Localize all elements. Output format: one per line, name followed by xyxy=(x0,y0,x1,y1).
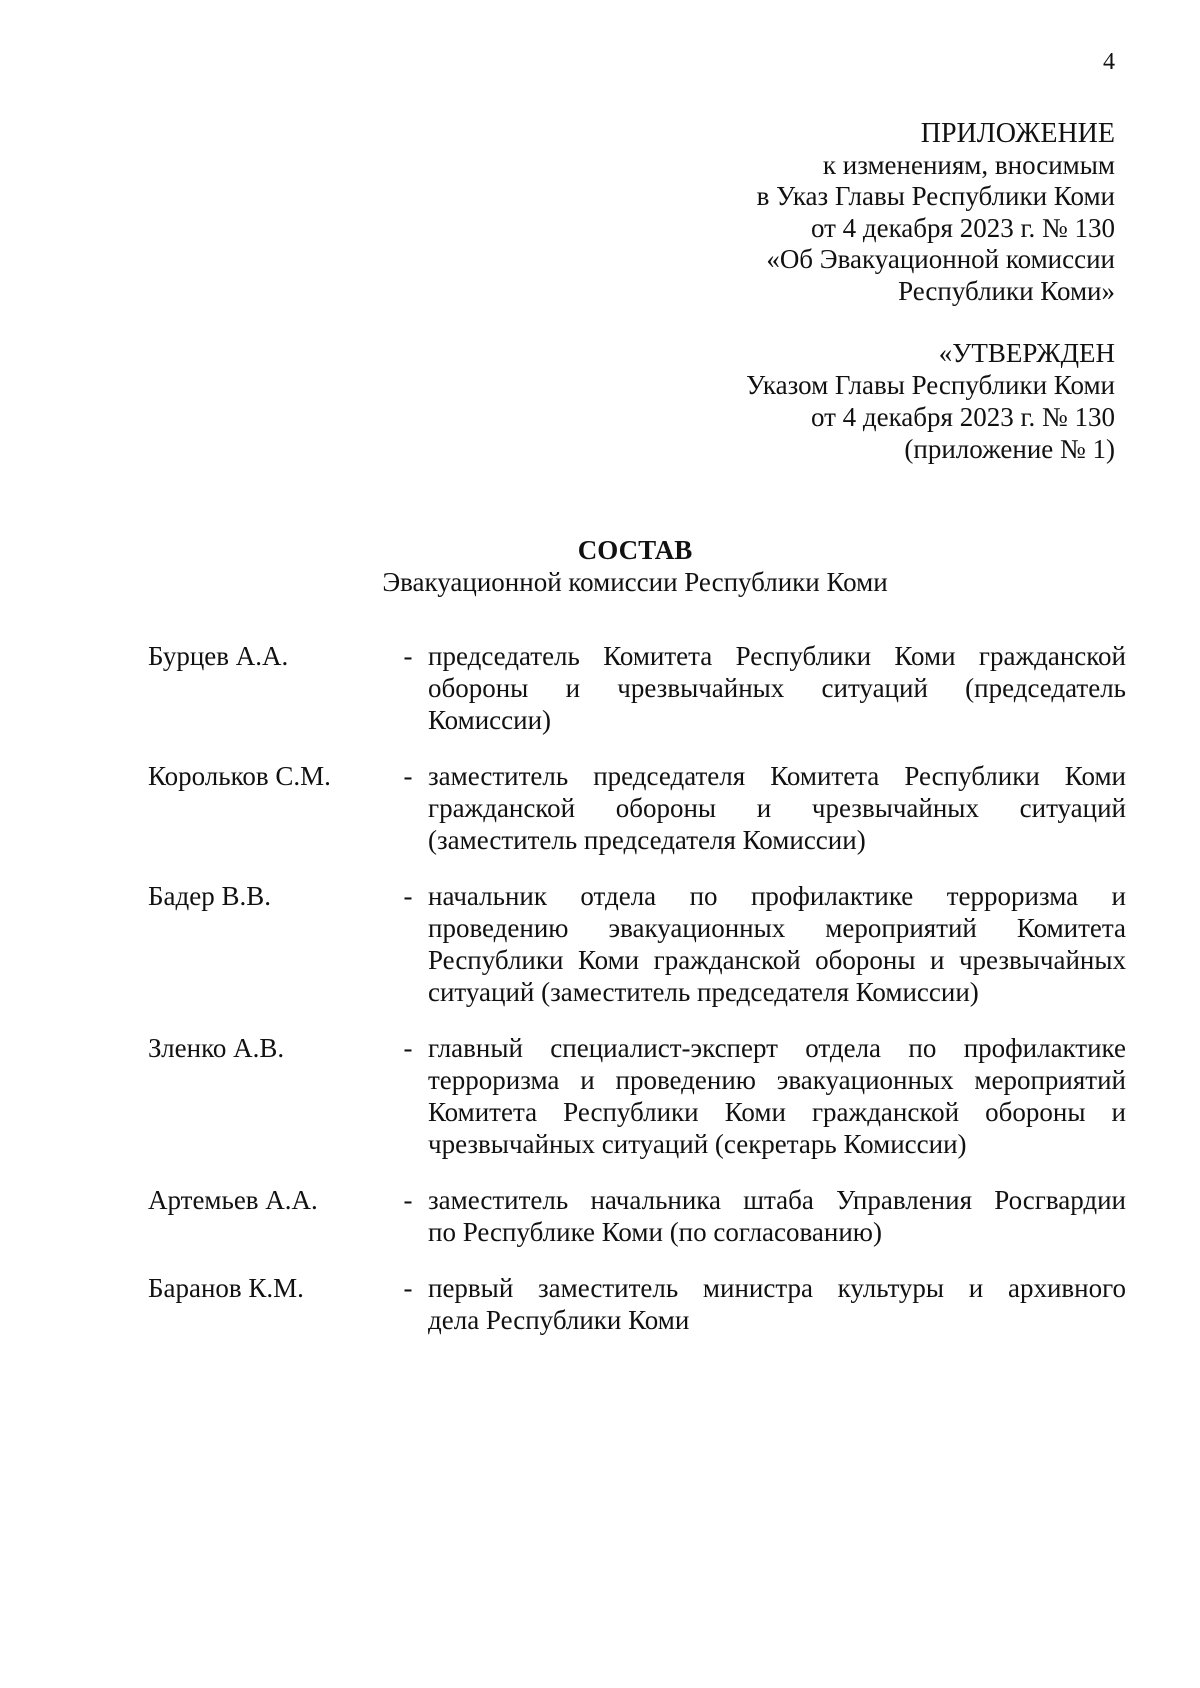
member-name: Зленко А.В. xyxy=(148,1033,285,1063)
appendix-line: в Указ Главы Республики Коми xyxy=(756,181,1115,211)
member-row xyxy=(148,1032,1126,1160)
member-row xyxy=(148,640,1126,736)
member-role-line: Комиссии) xyxy=(428,705,552,735)
approved-title: «УТВЕРЖДЕН xyxy=(938,338,1115,368)
member-role-line: главный специалист-эксперт отдела по профилактике xyxy=(428,1033,1126,1063)
approved-line: от 4 декабря 2023 г. № 130 xyxy=(810,402,1115,432)
member-row xyxy=(148,880,1126,1008)
member-role-line: гражданской обороны и чрезвычайных ситуаций xyxy=(428,793,1126,823)
approved-line: Указом Главы Республики Коми xyxy=(746,370,1115,400)
member-name: Баранов К.М. xyxy=(148,1273,304,1303)
document-subheading: Эвакуационной комиссии Республики Коми xyxy=(382,567,888,597)
member-role-line: Комитета Республики Коми гражданской обороны и xyxy=(428,1097,1126,1127)
member-role xyxy=(428,1272,1126,1336)
member-dash: - xyxy=(403,761,413,791)
member-dash: - xyxy=(403,1185,413,1215)
appendix-header xyxy=(757,118,1115,307)
member-role xyxy=(428,880,1126,1008)
member-name: Артемьев А.А. xyxy=(148,1185,318,1215)
appendix-line: «Об Эвакуационной комиссии xyxy=(766,244,1115,274)
member-role-line: начальник отдела по профилактике терроризма и xyxy=(428,881,1126,911)
member-role-line: ситуаций (заместитель председателя Комиссии) xyxy=(428,977,979,1007)
approved-line: (приложение № 1) xyxy=(904,434,1115,464)
appendix-line: Республики Коми» xyxy=(898,275,1115,306)
member-role xyxy=(428,760,1126,856)
page-number: 4 xyxy=(1103,49,1115,75)
member-role-line: Республики Коми гражданской обороны и чрезвычайных xyxy=(428,945,1126,975)
member-dash: - xyxy=(403,1273,413,1303)
member-role xyxy=(428,1184,1126,1248)
member-role-line: терроризма и проведению эвакуационных мероприятий xyxy=(428,1065,1126,1095)
appendix-title: ПРИЛОЖЕНИЕ xyxy=(920,118,1115,149)
member-role-line: первый заместитель министра культуры и архивного xyxy=(428,1273,1126,1303)
members-list xyxy=(148,640,1126,1360)
member-row xyxy=(148,1272,1126,1336)
document-heading: СОСТАВ xyxy=(577,535,693,565)
member-role xyxy=(428,640,1126,736)
member-role-line: заместитель председателя Комитета Республики Коми xyxy=(428,761,1126,791)
member-dash: - xyxy=(403,881,413,911)
member-role-line: заместитель начальника штаба Управления Росгвардии xyxy=(428,1185,1126,1215)
member-role-line: дела Республики Коми xyxy=(428,1305,690,1335)
member-role-line: проведению эвакуационных мероприятий Комитета xyxy=(428,913,1126,943)
member-role-line: чрезвычайных ситуаций (секретарь Комиссии) xyxy=(428,1129,967,1159)
member-dash: - xyxy=(403,1033,413,1063)
member-dash: - xyxy=(403,641,413,671)
member-role xyxy=(428,1032,1126,1160)
member-role-line: по Республике Коми (по согласованию) xyxy=(428,1217,882,1247)
member-name: Корольков С.М. xyxy=(148,761,331,791)
member-role-line: председатель Комитета Республики Коми гражданской xyxy=(428,641,1126,671)
appendix-line: к изменениям, вносимым xyxy=(822,149,1115,180)
approval-stamp-text xyxy=(746,337,1115,465)
member-name: Бадер В.В. xyxy=(148,881,271,911)
member-role-line: обороны и чрезвычайных ситуаций (председатель xyxy=(428,673,1126,703)
member-row xyxy=(148,760,1126,856)
appendix-line: от 4 декабря 2023 г. № 130 xyxy=(810,212,1115,243)
member-role-line: (заместитель председателя Комиссии) xyxy=(428,825,866,855)
member-row xyxy=(148,1184,1126,1248)
member-name: Бурцев А.А. xyxy=(148,641,289,671)
